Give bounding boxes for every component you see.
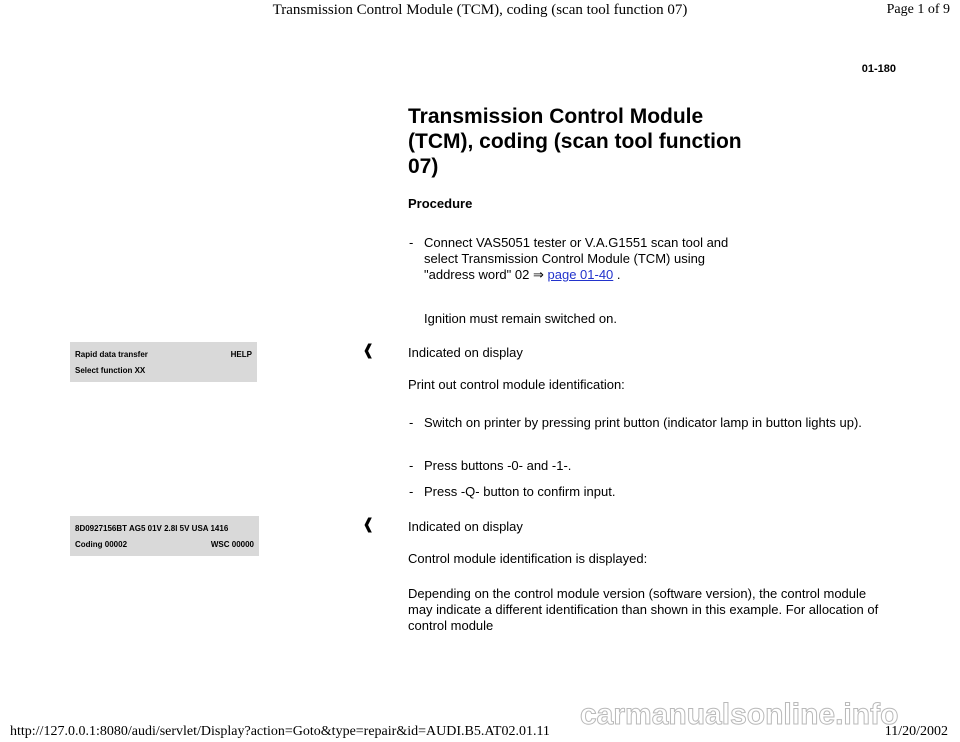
display-text: HELP (230, 350, 252, 359)
display-row (75, 359, 252, 375)
indicated-on-display: Indicated on display (408, 519, 523, 534)
display-row (75, 516, 254, 533)
arrow-right-icon: ⇒ (532, 267, 544, 282)
display-row (75, 533, 254, 549)
display-box-identification (70, 516, 259, 556)
step-text-main: Connect VAS5051 tester or V.A.G1551 scan tool and select Transmission Control Module (TCM) using "address word" 02 (424, 235, 729, 282)
procedure-heading: Procedure (408, 196, 473, 211)
display-text: Select function XX (75, 366, 146, 375)
step-text: Press buttons -0- and -1-. (424, 458, 572, 473)
step-dash: - (409, 458, 414, 473)
watermark-logo: carmanualsonline.info (580, 698, 899, 731)
step-connect-tester (409, 235, 729, 285)
identification-label: Control module identification is displayed: (408, 551, 648, 566)
display-text: 8D0927156BT AG5 01V 2.8l 5V USA 1416 (75, 524, 229, 533)
step-text-end: . (616, 267, 621, 282)
print-out-label: Print out control module identification: (408, 377, 625, 392)
step-dash: - (409, 484, 414, 499)
step-text: Switch on printer by pressing print button (indicator lamp in button lights up). (424, 415, 862, 430)
step-text (424, 235, 729, 283)
display-text: Rapid data transfer (75, 350, 148, 359)
page-indicator: Page 1 of 9 (886, 2, 950, 17)
page-number: 01-180 (861, 63, 896, 75)
display-text: Coding 00002 (75, 540, 128, 549)
arrow-left-icon: ❰ (362, 342, 375, 359)
main-title: Transmission Control Module (TCM), coding (scan tool function 07) (408, 105, 742, 178)
display-text: WSC 00000 (210, 540, 254, 549)
footer-date: 11/20/2002 (884, 724, 948, 739)
footer-url: http://127.0.0.1:8080/audi/servlet/Display?action=Goto&type=repair&id=AUDI.B5.AT02.01.11 (10, 724, 550, 739)
indicated-on-display: Indicated on display (408, 345, 523, 360)
header-title: Transmission Control Module (TCM), coding (scan tool function 07) (272, 2, 688, 18)
display-box-rapid-data (70, 342, 257, 382)
step-dash: - (409, 235, 414, 250)
step-text: Press -Q- button to confirm input. (424, 484, 616, 499)
step-dash: - (409, 415, 414, 430)
version-note: Depending on the control module version (software version), the control module may indicate a different identification than shown in this example. For allocation of control module (408, 586, 879, 633)
note-ignition: Ignition must remain switched on. (424, 311, 617, 326)
arrow-left-icon: ❰ (362, 516, 375, 533)
page-link[interactable]: page 01-40 (547, 267, 614, 282)
display-row (75, 342, 252, 359)
